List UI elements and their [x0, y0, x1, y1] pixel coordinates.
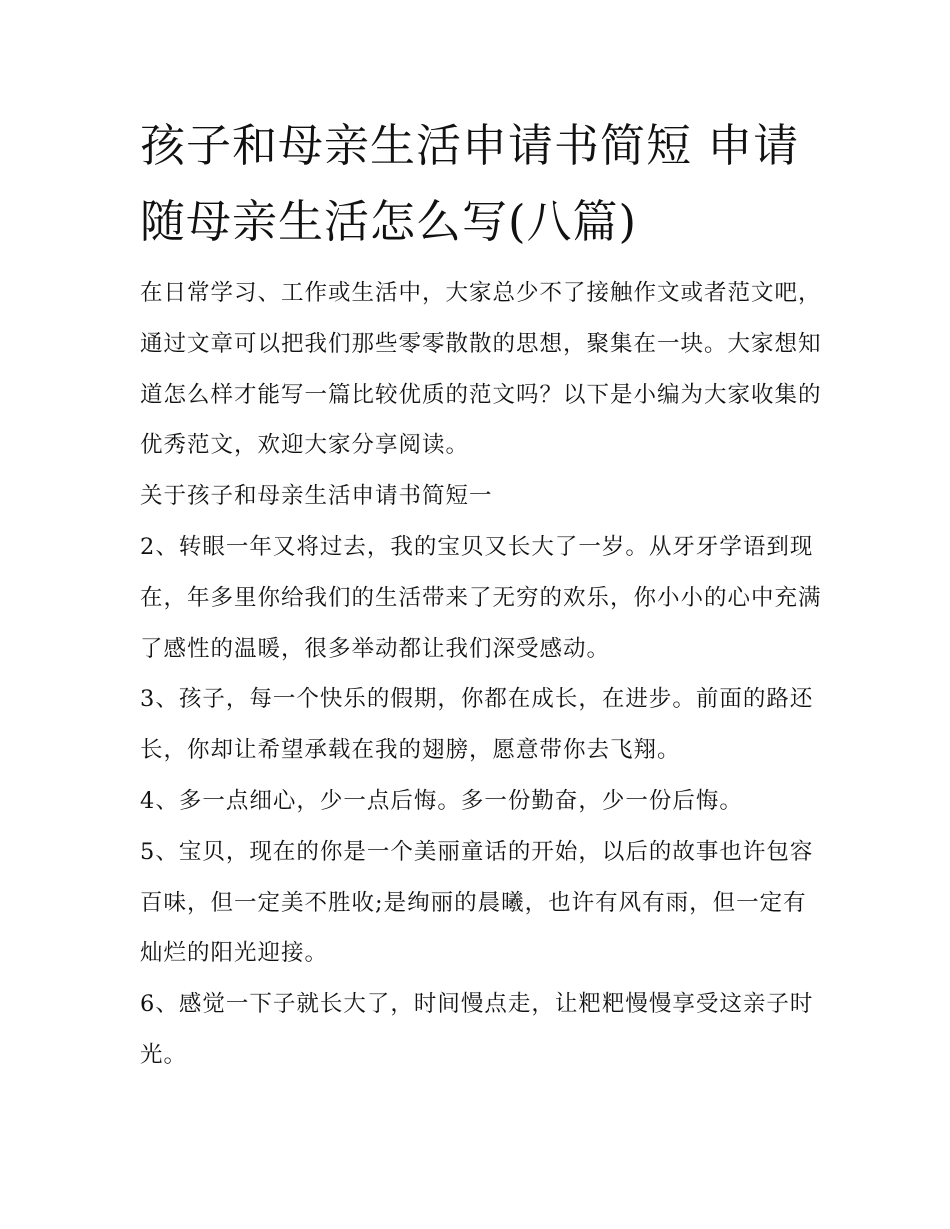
- list-item-5: 5、宝贝，现在的你是一个美丽童话的开始，以后的故事也许包容百味，但一定美不胜收;是绚丽的晨曦，也许有风有雨，但一定有灿烂的阳光迎接。: [140, 838, 814, 967]
- list-item-2: 2、转眼一年又将过去，我的宝贝又长大了一岁。从牙牙学语到现在，年多里你给我们的生活带来了无穷的欢乐，你小小的心中充满了感性的温暖，很多举动都让我们深受感动。: [140, 533, 822, 662]
- intro-paragraph: 在日常学习、工作或生活中，大家总少不了接触作文或者范文吧，通过文章可以把我们那些零零散散的思想，聚集在一块。大家想知道怎么样才能写一篇比较优质的范文吗？以下是小编为大家收集的优秀范文，欢迎大家分享阅读。: [140, 280, 822, 459]
- document-title: 孩子和母亲生活申请书简短 申请随母亲生活怎么写(八篇): [140, 119, 800, 248]
- list-item-6: 6、感觉一下子就长大了，时间慢点走，让粑粑慢慢享受这亲子时光。: [140, 991, 814, 1068]
- section-heading: 关于孩子和母亲生活申请书简短一: [140, 483, 493, 510]
- document-page: [140, 108, 830, 1081]
- list-item-4: 4、多一点细心，少一点后悔。多一份勤奋，少一份后悔。: [140, 787, 743, 814]
- list-item-3: 3、孩子，每一个快乐的假期，你都在成长，在进步。前面的路还长，你却让希望承载在我的翅膀，愿意带你去飞翔。: [140, 686, 814, 764]
